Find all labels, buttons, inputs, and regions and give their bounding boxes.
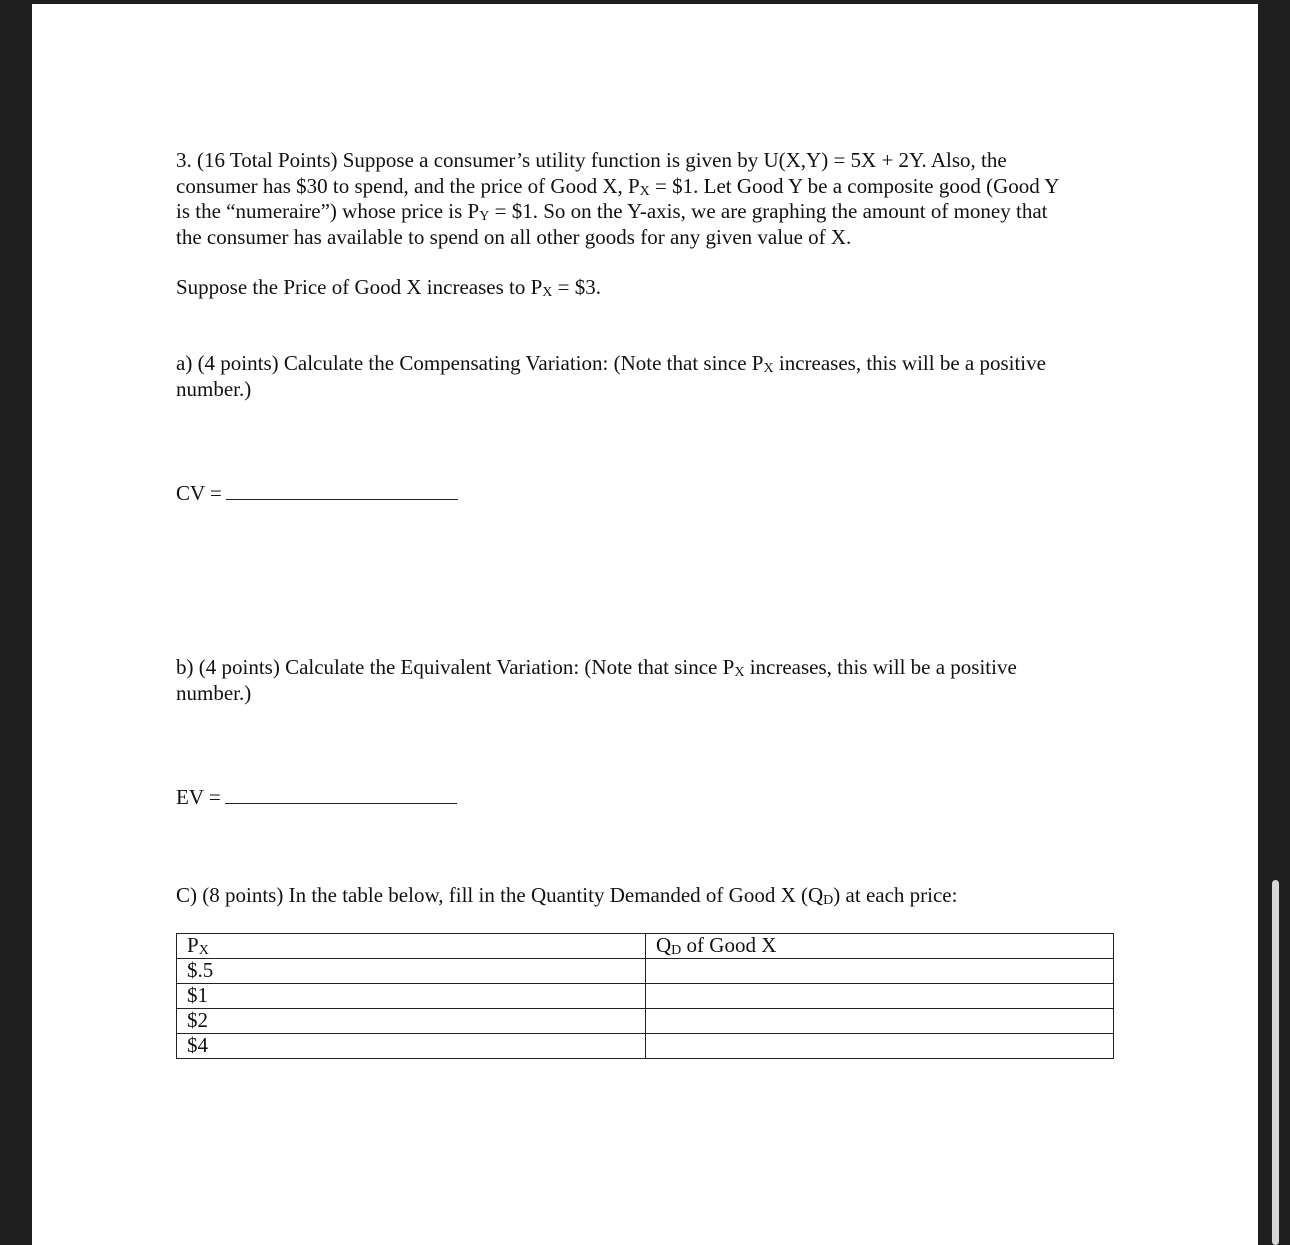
intro-line-3a: is the “numeraire”) whose price is P xyxy=(176,199,480,224)
price-change-text: Suppose the Price of Good X increases to P xyxy=(176,275,543,299)
price-cell: $.5 xyxy=(177,959,646,984)
cv-answer-blank[interactable] xyxy=(226,479,458,500)
price-change-statement xyxy=(176,275,601,301)
part-a-prompt xyxy=(176,351,1046,402)
price-cell: $2 xyxy=(177,1009,646,1034)
part-c-text: C) (8 points) In the table below, fill in the Quantity Demanded of Good X (Q xyxy=(176,883,824,907)
question-intro xyxy=(176,148,1059,250)
scrollbar-thumb[interactable] xyxy=(1272,880,1279,1245)
table-header-row xyxy=(177,934,1114,959)
subscript-x: X xyxy=(639,183,650,199)
subscript-d: D xyxy=(671,943,682,958)
ev-answer-line xyxy=(176,783,457,811)
price-cell: $1 xyxy=(177,984,646,1009)
table-row xyxy=(177,984,1114,1009)
part-c-prompt xyxy=(176,883,957,909)
cv-label: CV = xyxy=(176,481,222,505)
qd-symbol: Q xyxy=(656,933,672,957)
quantity-cell[interactable] xyxy=(646,1034,1114,1059)
table-row xyxy=(177,959,1114,984)
table-row xyxy=(177,1034,1114,1059)
subscript-x: X xyxy=(734,665,745,680)
px-symbol: P xyxy=(187,933,199,957)
part-a-text: a) (4 points) Calculate the Compensating Variation: (Note that since P xyxy=(176,351,764,375)
part-a-line-2: number.) xyxy=(176,376,252,401)
demand-table xyxy=(176,933,1114,1059)
ev-label: EV = xyxy=(176,785,221,809)
intro-line-1: 3. (16 Total Points) Suppose a consumer’s utility function is given by U(X,Y) = 5X + 2Y. Also, the xyxy=(176,148,1007,172)
price-cell: $4 xyxy=(177,1034,646,1059)
subscript-x: X xyxy=(763,361,774,376)
quantity-cell[interactable] xyxy=(646,959,1114,984)
part-b-line-2: number.) xyxy=(176,680,252,705)
quantity-cell[interactable] xyxy=(646,984,1114,1009)
part-b-text: b) (4 points) Calculate the Equivalent Variation: (Note that since P xyxy=(176,655,735,679)
part-c-text-end: ) at each price: xyxy=(833,883,958,907)
part-b-text-end: increases, this will be a positive xyxy=(744,655,1017,679)
price-change-value: = $3. xyxy=(552,275,601,299)
subscript-x: X xyxy=(198,943,209,958)
quantity-cell[interactable] xyxy=(646,1009,1114,1034)
intro-line-2a: consumer has $30 to spend, and the price of Good X, P xyxy=(176,173,640,198)
subscript-x: X xyxy=(542,285,553,300)
ev-answer-blank[interactable] xyxy=(225,783,457,804)
subscript-d: D xyxy=(823,893,834,908)
intro-line-3b: = $1. So on the Y-axis, we are graphing the amount of money that xyxy=(489,199,1048,224)
table-row xyxy=(177,1009,1114,1034)
cv-answer-line xyxy=(176,479,458,507)
intro-line-2b: = $1. Let Good Y be a composite good (Good Y xyxy=(649,173,1060,198)
subscript-y: Y xyxy=(479,209,490,225)
part-b-prompt xyxy=(176,655,1017,706)
qd-header-text: of Good X xyxy=(681,933,777,957)
price-column-header xyxy=(177,934,646,959)
quantity-column-header xyxy=(646,934,1114,959)
intro-line-4: the consumer has available to spend on all other goods for any given value of X. xyxy=(176,224,852,249)
part-a-text-end: increases, this will be a positive xyxy=(773,351,1046,375)
